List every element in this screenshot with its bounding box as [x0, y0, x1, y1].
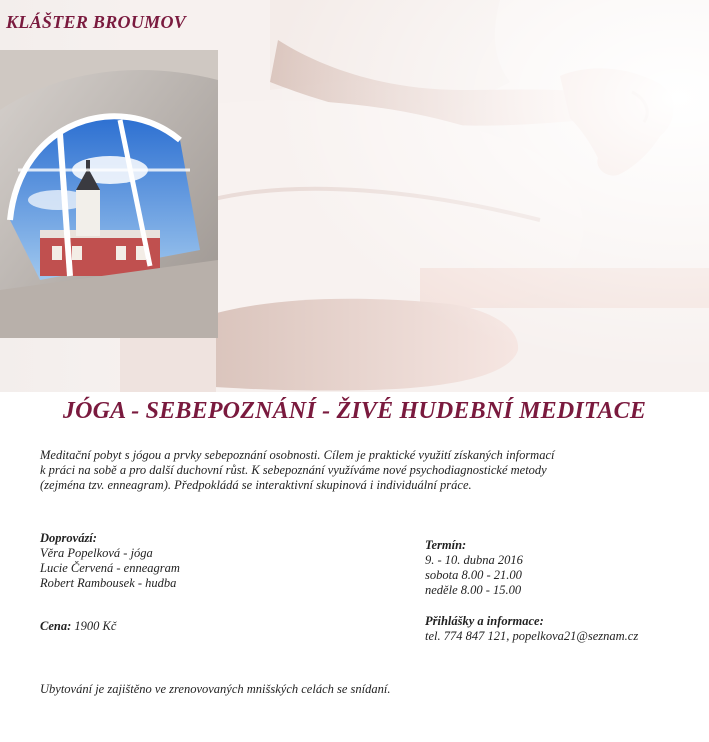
accommodation-note: Ubytování je zajištěno ve zrenovovaných mnišských celách se snídaní. — [40, 682, 391, 696]
guide-item: Lucie Červená - enneagram — [40, 561, 180, 575]
price-value: 1900 Kč — [74, 619, 117, 633]
guides-section — [40, 531, 180, 591]
intro-line: Meditační pobyt s jógou a prvky sebepoznání osobnosti. Cílem je praktické využití získaných informací — [40, 448, 555, 462]
contact-label: Přihlášky a informace: — [425, 614, 544, 628]
term-section — [425, 538, 523, 598]
guides-label: Doprovází: — [40, 531, 97, 545]
term-dates: 9. - 10. dubna 2016 — [425, 553, 523, 567]
intro-line: k práci na sobě a pro další duchovní růst. K sebepoznání využíváme nové psychodiagnostické metody — [40, 463, 547, 477]
term-sunday: neděle 8.00 - 15.00 — [425, 583, 522, 597]
intro-paragraph — [40, 448, 690, 493]
brand-title: KLÁŠTER BROUMOV — [6, 12, 187, 32]
guide-item: Robert Rambousek - hudba — [40, 576, 177, 590]
price-label: Cena: — [40, 619, 72, 633]
event-title: JÓGA - SEBEPOZNÁNÍ - ŽIVÉ HUDEBNÍ MEDITACE — [62, 398, 647, 424]
term-label: Termín: — [425, 538, 467, 552]
guide-item: Věra Popelková - jóga — [40, 546, 153, 560]
contact-details: tel. 774 847 121, popelkova21@seznam.cz — [425, 629, 639, 643]
intro-line: (zejména tzv. enneagram). Předpokládá se interaktivní skupinová i individuální práce. — [40, 478, 472, 492]
contact-section — [425, 614, 638, 644]
price-section — [40, 619, 116, 634]
monastery-window-image — [0, 50, 218, 338]
term-saturday: sobota 8.00 - 21.00 — [425, 568, 522, 582]
